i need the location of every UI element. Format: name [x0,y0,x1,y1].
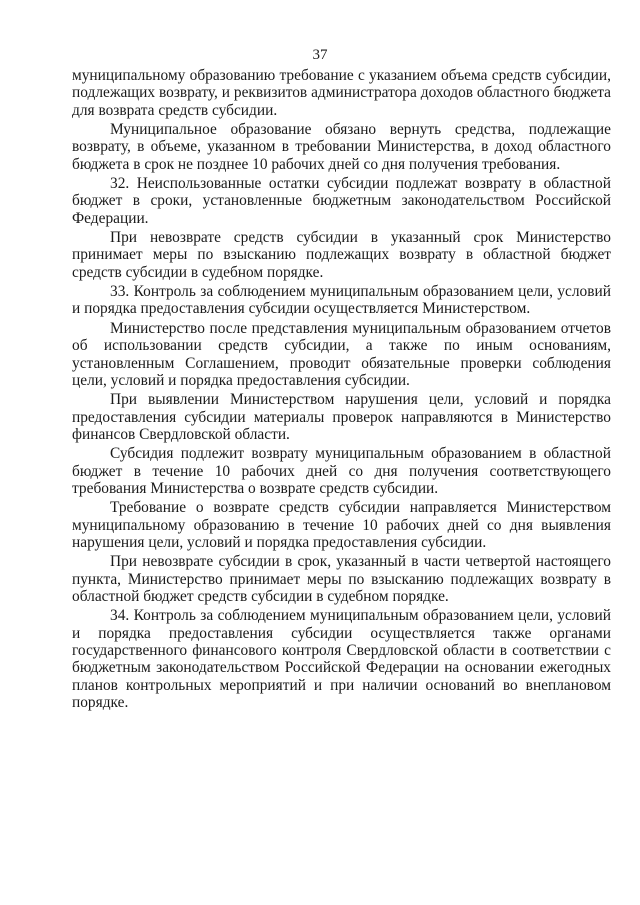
page-number: 37 [312,47,328,63]
paragraph-item-32: 32. Неиспользованные остатки субсидии подлежат возврату в областной бюджет в сроки, установленные бюджетным законодательством Российской Федерации. [72,175,611,227]
document-body [72,67,611,713]
paragraph: При выявлении Министерством нарушения цели, условий и порядка предоставления субсидии материалы проверок направляются в Министерство финансов Свердловской области. [72,391,611,443]
paragraph: Требование о возврате средств субсидии направляется Министерством муниципальному образованию в течение 10 рабочих дней со дня выявления нарушения цели, условий и порядка предоставления субсидии. [72,499,611,551]
paragraph: Министерство после представления муниципальным образованием отчетов об использовании средств субсидии, а также по иным основаниям, установленным Соглашением, проводит обязательные проверки соблюдения цели, условий и порядка предоставления субсидии. [72,319,611,389]
paragraph: Муниципальное образование обязано вернуть средства, подлежащие возврату, в объеме, указанном в требовании Министерства, в доход областного бюджета в срок не позднее 10 рабочих дней со дня получения требования. [72,121,611,173]
paragraph: Субсидия подлежит возврату муниципальным образованием в областной бюджет в течение 10 рабочих дней со дня получения соответствующего требования Министерства о возврате средств субсидии. [72,445,611,497]
paragraph-item-34: 34. Контроль за соблюдением муниципальным образованием цели, условий и порядка предоставления субсидии осуществляется также органами государственного финансового контроля Свердловской области в соответствии с бюджетным законодательством Российской Федерации на основании ежегодных планов контрольных мероприятий и при наличии оснований во внеплановом порядке. [72,607,611,712]
paragraph-continuation: муниципальному образованию требование с указанием объема средств субсидии, подлежащих возврату, и реквизитов администратора доходов областного бюджета для возврата средств субсидии. [72,67,611,119]
paragraph: При невозврате средств субсидии в указанный срок Министерство принимает меры по взысканию подлежащих возврату в областной бюджет средств субсидии в судебном порядке. [72,229,611,281]
paragraph: При невозврате субсидии в срок, указанный в части четвертой настоящего пункта, Министерство принимает меры по взысканию подлежащих возврату в областной бюджет средств субсидии в судебном порядке. [72,553,611,605]
paragraph-item-33: 33. Контроль за соблюдением муниципальным образованием цели, условий и порядка предоставления субсидии осуществляется Министерством. [72,283,611,318]
